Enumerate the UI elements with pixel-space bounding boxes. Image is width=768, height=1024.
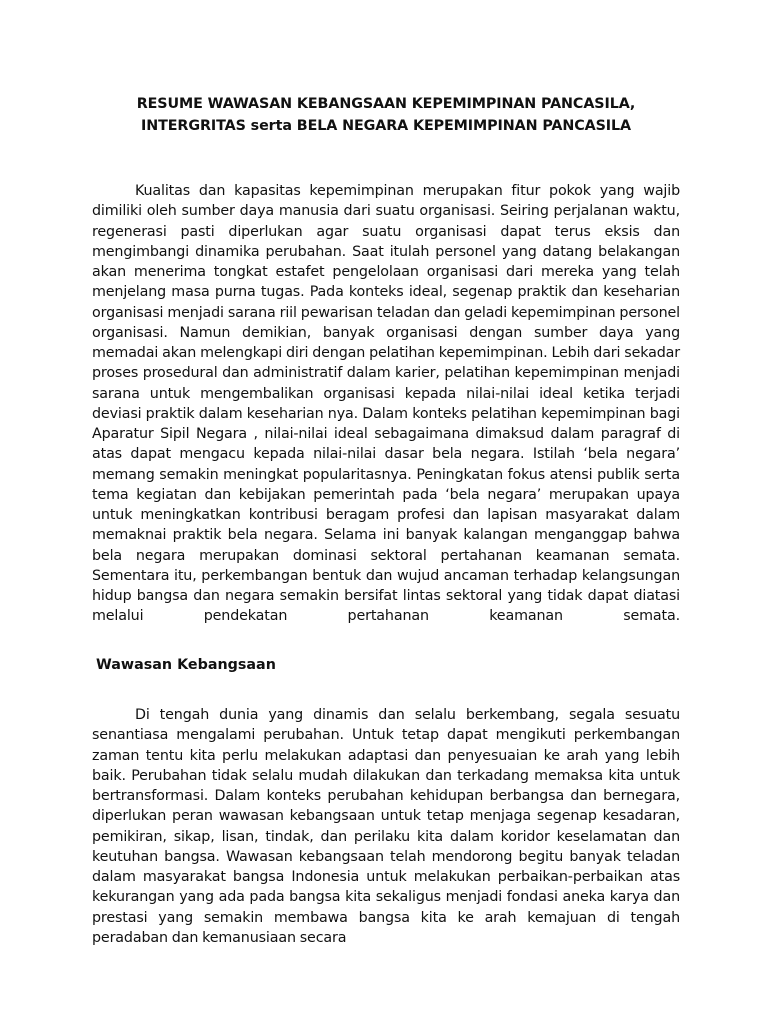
section-heading-wawasan-kebangsaan: Wawasan Kebangsaan [96,657,276,673]
document-title [92,93,680,137]
title-line-2: INTERGRITAS serta BELA NEGARA KEPEMIMPINAN PANCASILA [141,118,631,134]
paragraph-intro: Kualitas dan kapasitas kepemimpinan merupakan fitur pokok yang wajib dimiliki oleh sumber daya manusia dari suatu organisasi. Seiring perjalanan waktu, regenerasi pasti diperlukan agar suatu organisasi dapat terus eksis dan mengimbangi dinamika perubahan. Saat itulah personel yang datang belakangan akan menerima tongkat estafet pengelolaan organisasi dari mereka yang telah menjelang masa purna tugas. Pada konteks ideal, segenap praktik dan keseharian organisasi menjadi sarana riil pewarisan teladan dan geladi kepemimpinan personel organisasi. Namun demikian, banyak organisasi dengan sumber daya yang memadai akan melengkapi diri dengan pelatihan kepemimpinan. Lebih dari sekadar proses prosedural dan administratif dalam karier, pelatihan kepemimpinan menjadi sarana untuk mengembalikan organisasi kepada nilai-nilai ideal ketika terjadi deviasi praktik dalam keseharian nya. Dalam konteks pelatihan kepemimpinan bagi Aparatur Sipil Negara , nilai-nilai ideal sebagaimana dimaksud dalam paragraf di atas dapat mengacu kepada nilai-nilai dasar bela negara. Istilah ‘bela negara’ memang semakin meningkat popularitasnya. Peningkatan fokus atensi publik serta tema kegiatan dan kebijakan pemerintah pada ‘bela negara’ merupakan upaya untuk meningkatkan kontribusi beragam profesi dan lapisan masyarakat dalam memaknai praktik bela negara. Selama ini banyak kalangan menganggap bahwa bela negara merupakan dominasi sektoral pertahanan keamanan semata. Sementara itu, perkembangan bentuk dan wujud ancaman terhadap kelangsungan hidup bangsa dan negara semakin bersifat lintas sektoral yang tidak dapat diatasi melalui pendekatan pertahanan keamanan semata. [92,183,680,625]
paragraph-wawasan-kebangsaan: Di tengah dunia yang dinamis dan selalu berkembang, segala sesuatu senantiasa mengalami perubahan. Untuk tetap dapat mengikuti perkembangan zaman tentu kita perlu melakukan adaptasi dan penyesuaian ke arah yang lebih baik. Perubahan tidak selalu mudah dilakukan dan terkadang memaksa kita untuk bertransformasi. Dalam konteks perubahan kehidupan berbangsa dan bernegara, diperlukan peran wawasan kebangsaan untuk tetap menjaga segenap kesadaran, pemikiran, sikap, lisan, tindak, dan perilaku kita dalam koridor keselamatan dan keutuhan bangsa. Wawasan kebangsaan telah mendorong begitu banyak teladan dalam masyarakat bangsa Indonesia untuk melakukan perbaikan-perbaikan atas kekurangan yang ada pada bangsa kita sekaligus menjadi fondasi aneka karya dan prestasi yang semakin membawa bangsa kita ke arah kemajuan di tengah peradaban dan kemanusiaan secara [92,707,680,946]
title-line-1: RESUME WAWASAN KEBANGSAAN KEPEMIMPINAN PANCASILA, [136,96,636,112]
